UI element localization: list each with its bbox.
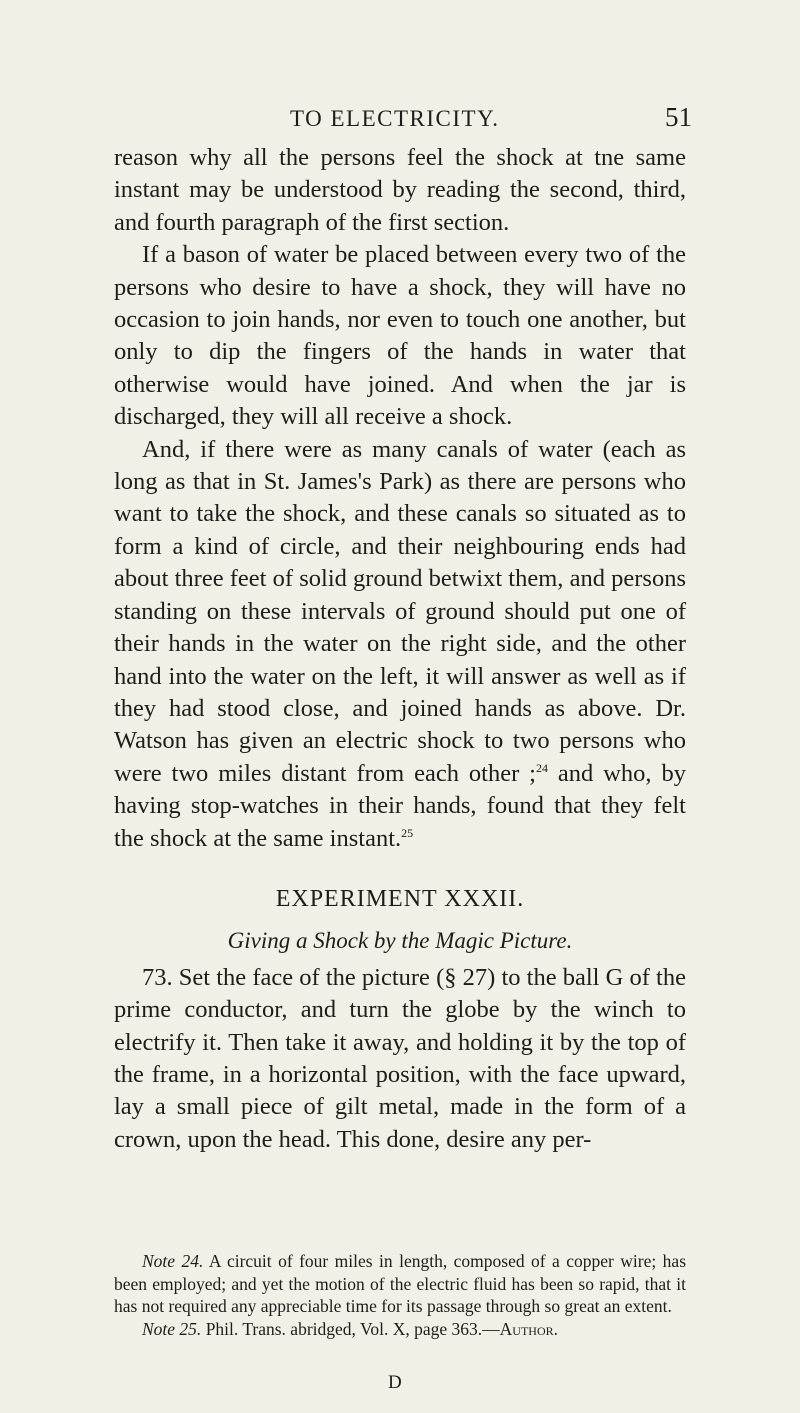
footnote-24-label: Note 24. bbox=[142, 1251, 204, 1271]
body-text bbox=[114, 142, 686, 1156]
page-header bbox=[0, 96, 800, 136]
paragraph-canals bbox=[114, 434, 686, 855]
footnote-25 bbox=[114, 1318, 686, 1341]
footnote-ref-25[interactable]: 25 bbox=[401, 825, 414, 840]
paragraph-73: 73. Set the face of the picture (§ 27) to the ball G of the prime conductor, and turn the globe by the winch to electrify it. Then take it away, and holding it by the top of the frame, in a horizontal position, with the face upward, lay a small piece of gilt metal, made in the form of a crown, upon the head. This done, desire any per- bbox=[114, 963, 686, 1153]
experiment-heading: EXPERIMENT XXXII. bbox=[275, 885, 525, 912]
page-number: 51 bbox=[665, 102, 692, 132]
footnote-24-text: A circuit of four miles in length, composed of a copper wire; has been employed; and yet the motion of the electric fluid has been so rapid, that it has not required any appreciable time for its passage through so great an extent. bbox=[114, 1251, 686, 1317]
experiment-subheading: Giving a Shock by the Magic Picture. bbox=[227, 928, 573, 954]
footnote-25-label: Note 25. bbox=[142, 1318, 202, 1339]
footnote-24 bbox=[114, 1250, 686, 1318]
signature-mark: D bbox=[388, 1372, 402, 1393]
paragraph-continued: reason why all the persons feel the shock at tne same instant may be understood by reading the second, third, and fourth paragraph of the first section. bbox=[114, 144, 686, 236]
footnote-ref-24[interactable]: 24 bbox=[535, 760, 548, 775]
footnote-25-author: Author. bbox=[499, 1318, 558, 1339]
paragraph-canals-part2: and who, by having stop-watches in their hands, found that they felt the shock at the same instant. bbox=[114, 759, 686, 852]
paragraph-canals-part1: And, if there were as many canals of water (each as long as that in St. James's Park) as there are persons who want to take the shock, and these canals so situated as to form a kind of circle, and their neighbouring ends had about three feet of solid ground betwixt them, and persons standing on these intervals of ground should put one of their hands in the water on the right side, and the other hand into the water on the left, it will answer as well as if they had stood close, and joined hands as above. Dr. Watson has given an electric shock to two persons who were two miles distant from each other ; bbox=[114, 435, 686, 787]
footnote-25-text: Phil. Trans. abridged, Vol. X, page 363.— bbox=[201, 1318, 500, 1339]
running-head: TO ELECTRICITY. bbox=[290, 106, 500, 131]
footnotes bbox=[114, 1250, 686, 1340]
paragraph-bason: If a bason of water be placed between every two of the persons who desire to have a shock, they will have no occasion to join hands, nor even to touch one another, but only to dip the fingers of the hands in water that otherwise would have joined. And when the jar is discharged, they will all receive a shock. bbox=[114, 241, 686, 431]
